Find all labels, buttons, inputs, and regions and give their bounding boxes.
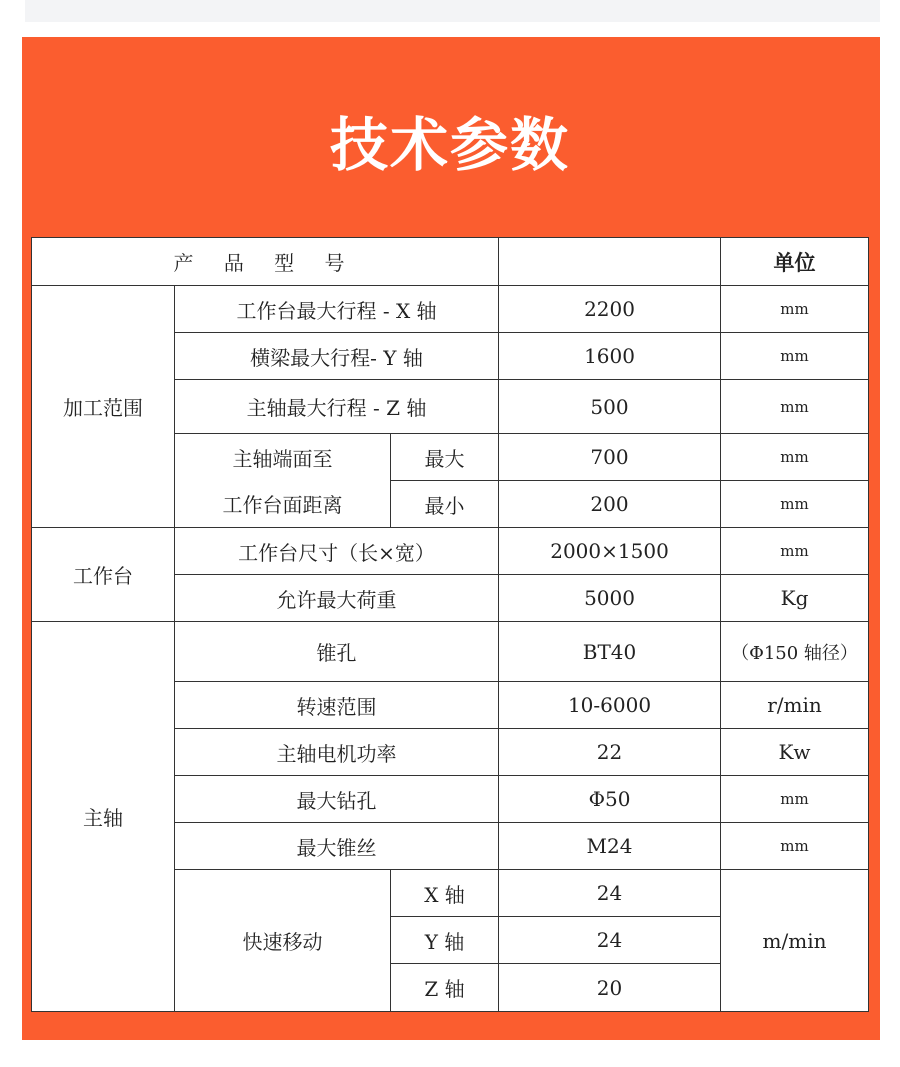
row-unit: r/min: [721, 682, 869, 729]
row-label: 工作台最大行程 - X 轴: [175, 286, 499, 333]
spec-table: [31, 237, 869, 1012]
row-label: 最大锥丝: [175, 823, 499, 870]
row-unit: Kg: [721, 575, 869, 622]
rapid-value-y: 24: [499, 917, 721, 964]
row-value: 700: [499, 434, 721, 481]
table-row: [32, 286, 869, 333]
row-sublabel: 最小: [391, 481, 499, 528]
rapid-axis-z: Z 轴: [391, 964, 499, 1012]
row-label: 横梁最大行程- Y 轴: [175, 333, 499, 380]
top-bar: [25, 0, 880, 22]
row-unit: mm: [721, 481, 869, 528]
row-value: 22: [499, 729, 721, 776]
table-row: [32, 528, 869, 575]
row-value: 1600: [499, 333, 721, 380]
row-value: 2200: [499, 286, 721, 333]
header-row: [32, 238, 869, 286]
row-unit: mm: [721, 286, 869, 333]
row-unit: mm: [721, 528, 869, 575]
page-title: 技术参数: [329, 111, 570, 179]
distance-label-line-1: 主轴端面至: [175, 434, 391, 481]
header-product: 产 品 型 号: [32, 238, 499, 286]
rapid-axis-x: X 轴: [391, 870, 499, 917]
row-value: 200: [499, 481, 721, 528]
row-label: 允许最大荷重: [175, 575, 499, 622]
row-unit: Kw: [721, 729, 869, 776]
rapid-unit: m/min: [721, 870, 869, 1012]
row-value: 10-6000: [499, 682, 721, 729]
rapid-axis-y: Y 轴: [391, 917, 499, 964]
row-label: 最大钻孔: [175, 776, 499, 823]
distance-label-line-2: 工作台面距离: [175, 481, 391, 528]
rapid-label: 快速移动: [175, 870, 391, 1012]
group-range: 加工范围: [32, 286, 175, 528]
spec-table-wrapper: [31, 237, 868, 1012]
row-unit: mm: [721, 380, 869, 434]
row-unit: mm: [721, 823, 869, 870]
row-unit: mm: [721, 333, 869, 380]
row-value: 2000×1500: [499, 528, 721, 575]
group-spindle: 主轴: [32, 622, 175, 1012]
rapid-value-x: 24: [499, 870, 721, 917]
header-unit: 单位: [721, 238, 869, 286]
rapid-value-z: 20: [499, 964, 721, 1012]
row-value: 5000: [499, 575, 721, 622]
row-value: Φ50: [499, 776, 721, 823]
row-label: 转速范围: [175, 682, 499, 729]
row-value: BT40: [499, 622, 721, 682]
row-sublabel: 最大: [391, 434, 499, 481]
row-unit: （Φ150 轴径）: [721, 622, 869, 682]
header-value: [499, 238, 721, 286]
row-label: 主轴电机功率: [175, 729, 499, 776]
row-unit: mm: [721, 776, 869, 823]
row-label: 锥孔: [175, 622, 499, 682]
row-value: 500: [499, 380, 721, 434]
row-label: 工作台尺寸（长×宽）: [175, 528, 499, 575]
row-unit: mm: [721, 434, 869, 481]
row-value: M24: [499, 823, 721, 870]
row-label: 主轴最大行程 - Z 轴: [175, 380, 499, 434]
group-table: 工作台: [32, 528, 175, 622]
table-row: [32, 622, 869, 682]
